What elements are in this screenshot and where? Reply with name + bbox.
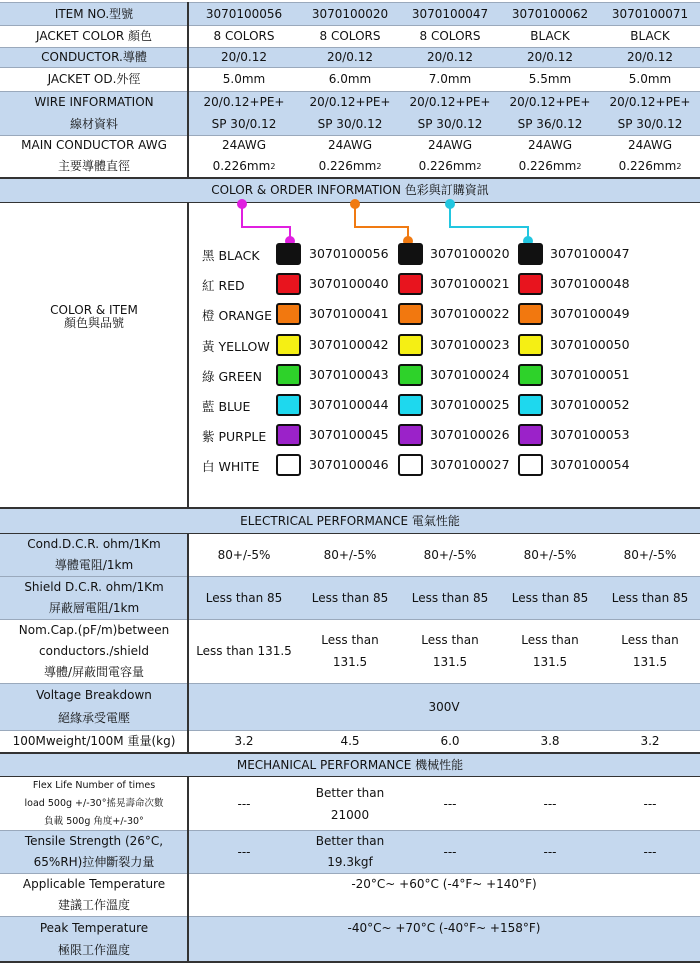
color-name: 藍 BLUE (202, 399, 251, 414)
nom-cap-5b: 131.5 (632, 655, 668, 669)
wire-info-4a: 20/0.12+PE+ (509, 94, 591, 109)
flex-1: --- (237, 796, 251, 811)
awg-2: 24AWG (328, 138, 372, 152)
color-swatch (398, 424, 423, 446)
color-name: 黑 BLACK (202, 248, 260, 263)
applicable-temp-value: -20°C~ +60°C (-4°F~ +140°F) (351, 877, 537, 891)
tensile-2a: Better than (315, 834, 385, 848)
color-swatch (398, 273, 423, 295)
nom-cap-2a: Less than (321, 633, 379, 647)
wire-info-1b: SP 30/0.12 (211, 116, 277, 131)
tensile-5: --- (643, 844, 657, 859)
voltage-label: Voltage Breakdown (36, 688, 152, 702)
color-swatch (398, 303, 423, 325)
shield-dcr-3: Less than 85 (411, 590, 489, 605)
flex-label-2: load 500g +/-30°搖晃壽命次數 (24, 798, 164, 810)
color-name: 橙 ORANGE (202, 308, 272, 323)
color-swatch (276, 394, 301, 416)
item-no-5: 3070100071 (611, 6, 689, 21)
color-swatch (518, 334, 543, 356)
area-3: 0.226mm 2 (418, 159, 482, 173)
awg-4: 24AWG (528, 138, 572, 152)
nom-cap-label-2: conductors./shield (39, 644, 149, 658)
flex-2a: Better than (315, 786, 385, 800)
area-5: 0.226mm 2 (618, 159, 682, 173)
color-swatch (276, 243, 301, 265)
tensile-3: --- (443, 844, 457, 859)
shield-dcr-5: Less than 85 (611, 590, 689, 605)
shield-dcr-2: Less than 85 (311, 590, 389, 605)
voltage-value: 300V (428, 699, 460, 714)
order-code: 3070100048 (550, 276, 630, 291)
tensile-label-zh: 65%RH)拉伸斷裂力量 (33, 855, 155, 869)
main-conductor-label: MAIN CONDUCTOR AWG (21, 138, 167, 152)
weight-5: 3.2 (640, 734, 660, 748)
cond-dcr-4: 80+/-5% (523, 547, 577, 562)
conductor-1: 20/0.12 (220, 49, 268, 64)
electrical-title: ELECTRICAL PERFORMANCE 電氣性能 (0, 507, 700, 533)
order-code: 3070100056 (309, 246, 389, 261)
nom-cap-4b: 131.5 (532, 655, 568, 669)
weight-3: 6.0 (440, 734, 460, 748)
tensile-2b: 19.3kgf (327, 855, 373, 869)
peak-temp-value: -40°C~ +70°C (-40°F~ +158°F) (347, 920, 541, 935)
nom-cap-1: Less than 131.5 (196, 644, 292, 658)
order-code: 3070100045 (309, 427, 389, 442)
nom-cap-label-zh: 導體/屏蔽間電容量 (43, 665, 145, 679)
area-1: 0.226mm 2 (212, 159, 276, 173)
shield-dcr-1: Less than 85 (205, 590, 283, 605)
cond-dcr-5: 80+/-5% (623, 547, 677, 562)
jacket-od-1: 5.0mm (222, 71, 266, 86)
jacket-color-2: 8 COLORS (319, 28, 381, 43)
order-code: 3070100050 (550, 337, 630, 352)
color-swatch (518, 454, 543, 476)
applicable-temp-label: Applicable Temperature (22, 877, 166, 891)
color-name: 紅 RED (202, 278, 245, 293)
nom-cap-5a: Less than (621, 633, 679, 647)
cond-dcr-label: Cond.D.C.R. ohm/1Km (27, 537, 161, 551)
shield-dcr-4: Less than 85 (511, 590, 589, 605)
main-conductor-label-zh: 主要導體直徑 (57, 159, 130, 173)
color-name: 白 WHITE (202, 459, 260, 474)
order-code: 3070100053 (550, 427, 630, 442)
jacket-od-5: 5.0mm (628, 71, 672, 86)
order-code: 3070100027 (430, 457, 510, 472)
nom-cap-label: Nom.Cap.(pF/m)between (18, 623, 170, 637)
item-no-2: 3070100020 (311, 6, 389, 21)
item-no-1: 3070100056 (205, 6, 283, 21)
jacket-color-3: 8 COLORS (419, 28, 481, 43)
jacket-color-1: 8 COLORS (213, 28, 275, 43)
color-swatch (518, 273, 543, 295)
wire-info-3b: SP 30/0.12 (417, 116, 483, 131)
wire-info-5a: 20/0.12+PE+ (609, 94, 691, 109)
tensile-4: --- (543, 844, 557, 859)
color-name: 綠 GREEN (202, 369, 262, 384)
flex-label-zh: 負載 500g 角度+/-30° (44, 816, 144, 828)
order-code: 3070100051 (550, 367, 630, 382)
cond-dcr-1: 80+/-5% (217, 547, 271, 562)
color-swatch (276, 364, 301, 386)
color-swatch (518, 394, 543, 416)
cond-dcr-3: 80+/-5% (423, 547, 477, 562)
wire-info-3a: 20/0.12+PE+ (409, 94, 491, 109)
peak-temp-label-zh: 極限工作溫度 (57, 942, 130, 957)
order-code: 3070100046 (309, 457, 389, 472)
shield-dcr-label-zh: 屏蔽層電阻/1km (48, 601, 140, 615)
order-code: 3070100042 (309, 337, 389, 352)
wire-info-label: WIRE INFORMATION (34, 94, 154, 109)
color-swatch (518, 243, 543, 265)
wire-info-2a: 20/0.12+PE+ (309, 94, 391, 109)
conductor-3: 20/0.12 (426, 49, 474, 64)
flex-5: --- (643, 796, 657, 811)
color-swatch (276, 334, 301, 356)
flex-3: --- (443, 796, 457, 811)
color-swatch (398, 334, 423, 356)
color-swatch (518, 424, 543, 446)
order-code: 3070100025 (430, 397, 510, 412)
color-swatch (398, 243, 423, 265)
wire-info-5b: SP 30/0.12 (617, 116, 683, 131)
peak-temp-label: Peak Temperature (39, 920, 149, 935)
tensile-1: --- (237, 844, 251, 859)
item-no-3: 3070100047 (411, 6, 489, 21)
weight-1: 3.2 (234, 734, 254, 748)
order-code: 3070100041 (309, 306, 389, 321)
wire-info-2b: SP 30/0.12 (317, 116, 383, 131)
color-name: 黃 YELLOW (202, 339, 270, 354)
weight-4: 3.8 (540, 734, 560, 748)
color-swatch (518, 303, 543, 325)
flex-label: Flex Life Number of times (32, 780, 156, 792)
weight-2: 4.5 (340, 734, 360, 748)
item-no-4: 3070100062 (511, 6, 589, 21)
color-swatch (276, 454, 301, 476)
order-code: 3070100049 (550, 306, 630, 321)
jacket-od-2: 6.0mm (328, 71, 372, 86)
color-swatch (276, 424, 301, 446)
area-4: 0.226mm 2 (518, 159, 582, 173)
jacket-od-label: JACKET OD.外徑 (47, 71, 141, 86)
jacket-color-5: BLACK (630, 28, 670, 43)
order-code: 3070100052 (550, 397, 630, 412)
color-swatch (518, 364, 543, 386)
item-no-label: ITEM NO.型號 (54, 6, 134, 21)
area-2: 0.226mm 2 (318, 159, 382, 173)
flex-2b: 21000 (330, 808, 370, 822)
conductor-4: 20/0.12 (526, 49, 574, 64)
wire-info-4b: SP 36/0.12 (517, 116, 583, 131)
tensile-label: Tensile Strength (26°C, (24, 834, 164, 848)
nom-cap-3a: Less than (421, 633, 479, 647)
color-swatch (276, 303, 301, 325)
jacket-color-label: JACKET COLOR 顏色 (36, 28, 152, 43)
jacket-color-4: BLACK (530, 28, 570, 43)
conductor-5: 20/0.12 (626, 49, 674, 64)
order-code: 3070100021 (430, 276, 510, 291)
color-swatch (398, 394, 423, 416)
color-item-label: COLOR & ITEM (50, 302, 138, 317)
order-code: 3070100020 (430, 246, 510, 261)
voltage-label-zh: 絕緣承受電壓 (57, 711, 130, 725)
nom-cap-2b: 131.5 (332, 655, 368, 669)
color-name: 紫 PURPLE (202, 429, 267, 444)
order-code: 3070100026 (430, 427, 510, 442)
order-code: 3070100044 (309, 397, 389, 412)
nom-cap-4a: Less than (521, 633, 579, 647)
mechanical-title: MECHANICAL PERFORMANCE 機械性能 (0, 752, 700, 776)
jacket-od-3: 7.0mm (428, 71, 472, 86)
color-swatch (398, 454, 423, 476)
order-code: 3070100023 (430, 337, 510, 352)
jacket-od-4: 5.5mm (528, 71, 572, 86)
color-order-title: COLOR & ORDER INFORMATION 色彩與訂購資訊 (0, 177, 700, 202)
order-code: 3070100022 (430, 306, 510, 321)
order-code: 3070100024 (430, 367, 510, 382)
conductor-label: CONDUCTOR.導體 (41, 49, 147, 64)
wire-info-1a: 20/0.12+PE+ (203, 94, 285, 109)
color-swatch (398, 364, 423, 386)
cond-dcr-2: 80+/-5% (323, 547, 377, 562)
color-item-label-zh: 顏色與品號 (63, 315, 124, 330)
weight-label: 100Mweight/100M 重量(kg) (12, 734, 176, 748)
cond-dcr-label-zh: 導體電阻/1km (54, 558, 134, 572)
wire-info-label-zh: 線材資料 (69, 116, 118, 131)
flex-4: --- (543, 796, 557, 811)
applicable-temp-label-zh: 建議工作溫度 (57, 898, 130, 912)
order-code: 3070100047 (550, 246, 630, 261)
nom-cap-3b: 131.5 (432, 655, 468, 669)
awg-1: 24AWG (222, 138, 266, 152)
shield-dcr-label: Shield D.C.R. ohm/1Km (24, 580, 164, 594)
awg-5: 24AWG (628, 138, 672, 152)
color-swatch (276, 273, 301, 295)
order-code: 3070100043 (309, 367, 389, 382)
conductor-2: 20/0.12 (326, 49, 374, 64)
order-code: 3070100054 (550, 457, 630, 472)
awg-3: 24AWG (428, 138, 472, 152)
order-code: 3070100040 (309, 276, 389, 291)
